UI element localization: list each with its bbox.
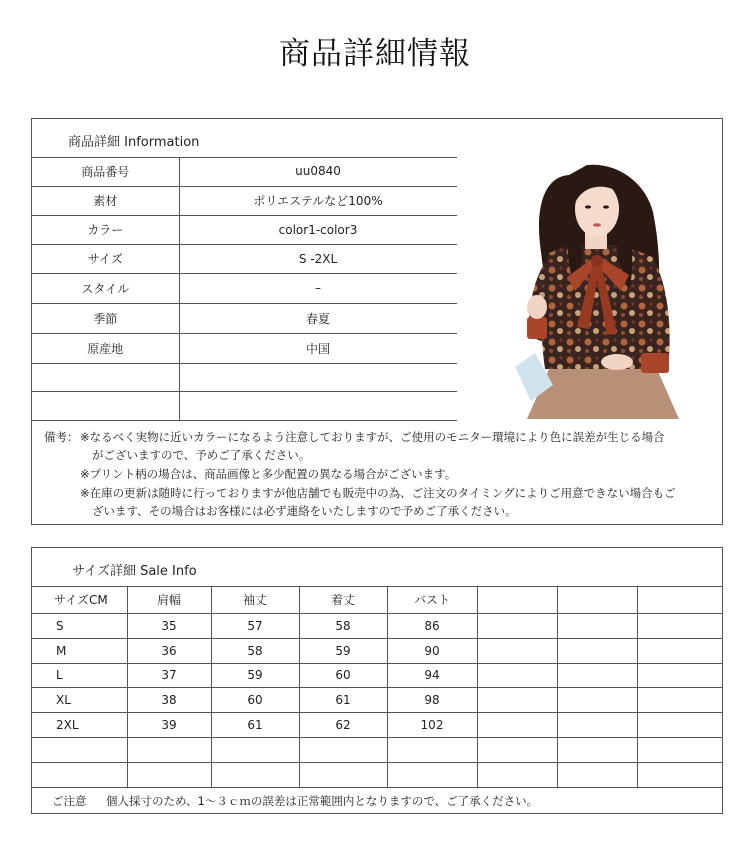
spec-label: 商品番号 xyxy=(32,157,179,186)
size-value-cell xyxy=(211,762,299,787)
size-value-cell: 36 xyxy=(127,638,211,663)
spec-label: 季節 xyxy=(32,303,179,333)
spec-row xyxy=(32,363,457,391)
caution-text: 個人採寸のため、1～３ｃｍの誤差は正常範囲内となりますので、ご了承ください。 xyxy=(106,794,539,808)
size-value-cell xyxy=(477,688,557,713)
size-label-cell: M xyxy=(32,638,127,663)
size-value-cell xyxy=(557,638,637,663)
product-notes xyxy=(32,422,722,524)
size-value-cell xyxy=(477,638,557,663)
size-row xyxy=(32,638,722,663)
size-value-cell: 62 xyxy=(299,713,387,738)
notes-line-2: がございますので、予めご了承ください。 xyxy=(92,448,311,462)
page-title: 商品詳細情報 xyxy=(279,36,471,72)
notes-prefix: 備考： xyxy=(44,430,79,444)
size-value-cell xyxy=(557,713,637,738)
size-value-cell: 94 xyxy=(387,663,477,688)
spec-row xyxy=(32,303,457,333)
size-value-cell: 58 xyxy=(211,638,299,663)
size-value-cell xyxy=(127,762,211,787)
spec-label: サイズ xyxy=(32,244,179,273)
size-row xyxy=(32,762,722,787)
size-row xyxy=(32,688,722,713)
size-value-cell: 98 xyxy=(387,688,477,713)
caution-label: ご注意 xyxy=(52,794,87,808)
spec-label: 素材 xyxy=(32,186,179,215)
size-column-header: 袖丈 xyxy=(211,586,299,614)
spec-row xyxy=(32,186,457,215)
size-row xyxy=(32,737,722,762)
size-value-cell xyxy=(557,663,637,688)
notes-line-3: ※プリント柄の場合は、商品画像と多少配置の異なる場合がございます。 xyxy=(80,467,457,481)
size-value-cell: 61 xyxy=(211,713,299,738)
size-column-header: バスト xyxy=(387,586,477,614)
size-row xyxy=(32,614,722,639)
size-value-cell: 102 xyxy=(387,713,477,738)
product-spec-table xyxy=(32,157,458,421)
size-value-cell: 59 xyxy=(299,638,387,663)
size-caution xyxy=(32,787,722,813)
spec-row xyxy=(32,333,457,363)
size-column-header xyxy=(637,586,722,614)
spec-row xyxy=(32,273,457,303)
size-value-cell: 37 xyxy=(127,663,211,688)
size-value-cell xyxy=(637,737,722,762)
spec-value: 春夏 xyxy=(179,303,457,333)
model-photo-icon xyxy=(457,157,722,422)
size-value-cell xyxy=(299,762,387,787)
product-detail-header xyxy=(32,119,722,158)
spec-value: color1-color3 xyxy=(179,215,457,244)
spec-row xyxy=(32,157,457,186)
size-value-cell xyxy=(387,737,477,762)
spec-value: 中国 xyxy=(179,333,457,363)
size-value-cell xyxy=(477,663,557,688)
spec-value xyxy=(179,391,457,420)
size-column-header xyxy=(557,586,637,614)
size-value-cell xyxy=(557,688,637,713)
size-label-cell xyxy=(32,737,127,762)
spec-value: – xyxy=(179,273,457,303)
size-detail-section xyxy=(31,547,723,814)
size-row xyxy=(32,663,722,688)
size-value-cell: 38 xyxy=(127,688,211,713)
spec-row xyxy=(32,215,457,244)
notes-line-4: ※在庫の更新は随時に行っておりますが他店舗でも販売中の為、ご注文のタイミングによりご用意できない場合もご xyxy=(80,486,676,500)
spec-row xyxy=(32,391,457,420)
spec-label: カラー xyxy=(32,215,179,244)
spec-row xyxy=(32,244,457,273)
notes-line-1: ※なるべく実物に近いカラーになるよう注意しておりますが、ご使用のモニター環境により色に誤差が生じる場合 xyxy=(80,430,665,444)
size-value-cell xyxy=(637,663,722,688)
size-value-cell xyxy=(387,762,477,787)
size-value-cell xyxy=(299,737,387,762)
size-value-cell: 35 xyxy=(127,614,211,639)
product-detail-section xyxy=(31,118,723,525)
size-value-cell: 60 xyxy=(211,688,299,713)
size-value-cell xyxy=(637,713,722,738)
spec-label: スタイル xyxy=(32,273,179,303)
size-label-cell: L xyxy=(32,663,127,688)
size-value-cell xyxy=(477,713,557,738)
size-value-cell xyxy=(477,737,557,762)
size-column-header: 着丈 xyxy=(299,586,387,614)
size-value-cell xyxy=(127,737,211,762)
size-value-cell xyxy=(477,614,557,639)
size-value-cell: 86 xyxy=(387,614,477,639)
size-label-cell: 2XL xyxy=(32,713,127,738)
size-table xyxy=(32,586,722,788)
size-column-header: 肩幅 xyxy=(127,586,211,614)
size-value-cell xyxy=(557,614,637,639)
size-value-cell: 58 xyxy=(299,614,387,639)
size-detail-header-text: サイズ詳細 Sale Info xyxy=(72,564,197,579)
size-value-cell xyxy=(637,688,722,713)
spec-label xyxy=(32,363,179,391)
spec-value: ポリエステルなど100% xyxy=(179,186,457,215)
size-value-cell xyxy=(557,762,637,787)
size-value-cell: 61 xyxy=(299,688,387,713)
size-value-cell: 39 xyxy=(127,713,211,738)
size-detail-header xyxy=(32,548,722,587)
spec-value: S -2XL xyxy=(179,244,457,273)
size-value-cell xyxy=(557,737,637,762)
spec-value: uu0840 xyxy=(179,157,457,186)
size-value-cell xyxy=(637,762,722,787)
size-value-cell xyxy=(637,638,722,663)
size-value-cell xyxy=(637,614,722,639)
size-column-header xyxy=(477,586,557,614)
size-value-cell xyxy=(477,762,557,787)
spec-value xyxy=(179,363,457,391)
size-value-cell xyxy=(211,737,299,762)
size-table-header-row xyxy=(32,586,722,614)
spec-label xyxy=(32,391,179,420)
size-value-cell: 90 xyxy=(387,638,477,663)
notes-line-5: ざいます、その場合はお客様には必ず連絡をいたしますので予めご了承ください。 xyxy=(92,504,517,518)
product-detail-header-text: 商品詳細 Information xyxy=(68,135,200,150)
size-value-cell: 60 xyxy=(299,663,387,688)
size-value-cell: 57 xyxy=(211,614,299,639)
size-row xyxy=(32,713,722,738)
size-column-header: サイズCM xyxy=(32,586,127,614)
size-label-cell: XL xyxy=(32,688,127,713)
size-label-cell: S xyxy=(32,614,127,639)
spec-label: 原産地 xyxy=(32,333,179,363)
size-value-cell: 59 xyxy=(211,663,299,688)
size-label-cell xyxy=(32,762,127,787)
model-photo xyxy=(457,157,722,422)
